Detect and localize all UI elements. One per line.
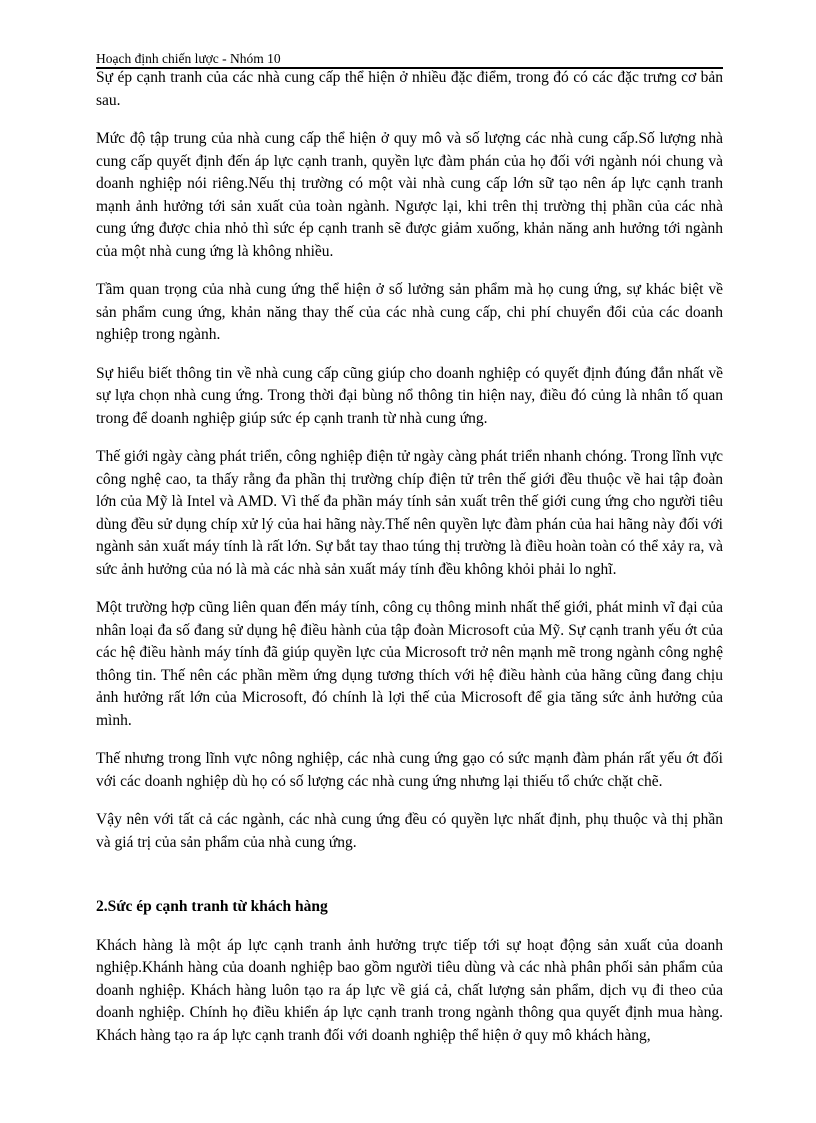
paragraph: Một trường hợp cũng liên quan đến máy tính, công cụ thông minh nhất thế giới, phát minh vĩ đại của nhân loại đa số đang sử dụng hệ điều hành của tập đoàn Microsoft của Mỹ. Sự cạnh tranh yếu ớt của các hệ điều hành máy tính đã giúp quyền lực của Microsoft trở nên mạnh mẽ trong ngành công nghệ thông tin. Thế nên các phần mềm ứng dụng tương thích với hệ điều hành của hãng cũng đang chịu ảnh hưởng rất lớn của Microsoft, đó chính là lợi thế của Microsoft để gia tăng sức ảnh hưởng của mình. bbox=[96, 599, 723, 729]
paragraph: Thế nhưng trong lĩnh vực nông nghiệp, các nhà cung ứng gạo có sức mạnh đàm phán rất yếu ớt đối với các doanh nghiệp dù họ có số lượng các nhà cung ứng nhưng lại thiếu tổ chức chặt chẽ. bbox=[96, 750, 723, 790]
paragraph: Sự ép cạnh tranh của các nhà cung cấp thể hiện ở nhiều đặc điểm, trong đó có các đặc trưng cơ bản sau. bbox=[96, 69, 723, 109]
page-header: Hoạch định chiến lược - Nhóm 10 bbox=[96, 51, 281, 66]
paragraph: Tầm quan trọng của nhà cung ứng thể hiện ở số lưởng sản phẩm mà họ cung ứng, sự khác biệt về sản phẩm cung ứng, khản năng thay thế của các nhà cung cấp, chi phí chuyển đổi của các doanh nghiệp trong ngành. bbox=[96, 281, 723, 343]
paragraph: Sự hiểu biết thông tin về nhà cung cấp cũng giúp cho doanh nghiệp có quyết định đúng đắn nhất về sự lựa chọn nhà cung ứng. Trong thời đại bùng nổ thông tin hiện nay, điều đó củng là nhân tố quan trong để doanh nghiệp giúp sức ép cạnh tranh từ nhà cung ứng. bbox=[96, 364, 723, 427]
paragraph: Thế giới ngày càng phát triển, công nghiệp điện tử ngày càng phát triển nhanh chóng. Trong lĩnh vực công nghệ cao, ta thấy rằng đa phần thị trường chíp điện tử trên thế giới đều thuộc về hai tập đoàn lớn của Mỹ là Intel và AMD. Vì thế đa phần máy tính sản xuất trên thế giới cung ứng cho người tiêu dùng đều sử dụng chíp xử lý của hai hãng này.Thế nên quyền lực đàm phán của hai hãng này đối với ngành sản xuất máy tính là rất lớn. Sự bắt tay thao túng thị trường là điều hoàn toàn có thể xảy ra, và sức ảnh hưởng của nó là mà các nhà sản xuất máy tính đều không khỏi phải lo nghĩ. bbox=[96, 448, 723, 578]
page-content bbox=[96, 67, 723, 1063]
paragraph: Mức độ tập trung của nhà cung cấp thể hiện ở quy mô và số lượng các nhà cung cấp.Số lượng nhà cung cấp quyết định đến áp lực cạnh tranh, quyền lực đàm phán của họ đối với ngành nói chung và doanh nghiệp nói riêng.Nếu thị trường có một vài nhà cung cấp lớn sữ tạo nên áp lực cạnh tranh mạnh ảnh hưởng tới sản xuất của toàn ngành. Ngược lại, khi trên thị trường thị phần của các nhà cung ứng được chia nhỏ thì sức ép cạnh tranh sẽ được giảm xuống, khản năng anh hưởng tới ngành của một nhà cung ứng là không nhiều. bbox=[96, 130, 723, 260]
paragraph: Khách hàng là một áp lực cạnh tranh ảnh hưởng trực tiếp tới sự hoạt động sản xuất của doanh nghiệp.Khánh hàng của doanh nghiệp bao gồm người tiêu dùng và các nhà phân phối sản phẩm của doanh nghiệp. Khách hàng luôn tạo ra áp lực về giá cả, chất lượng sản phẩm, dịch vụ đi theo của doanh nghiệp. Chính họ điều khiển áp lực cạnh tranh trong ngành thông qua quyết định mua hàng. Khách hàng tạo ra áp lực cạnh tranh đối với doanh nghiệp thể hiện ở quy mô khách hàng, bbox=[96, 936, 723, 1044]
paragraph: Vậy nên với tất cả các ngành, các nhà cung ứng đều có quyền lực nhất định, phụ thuộc và thị phần và giá trị của sản phẩm của nhà cung ứng. bbox=[96, 811, 723, 851]
section-heading: 2.Sức ép cạnh tranh từ khách hàng bbox=[96, 898, 328, 915]
